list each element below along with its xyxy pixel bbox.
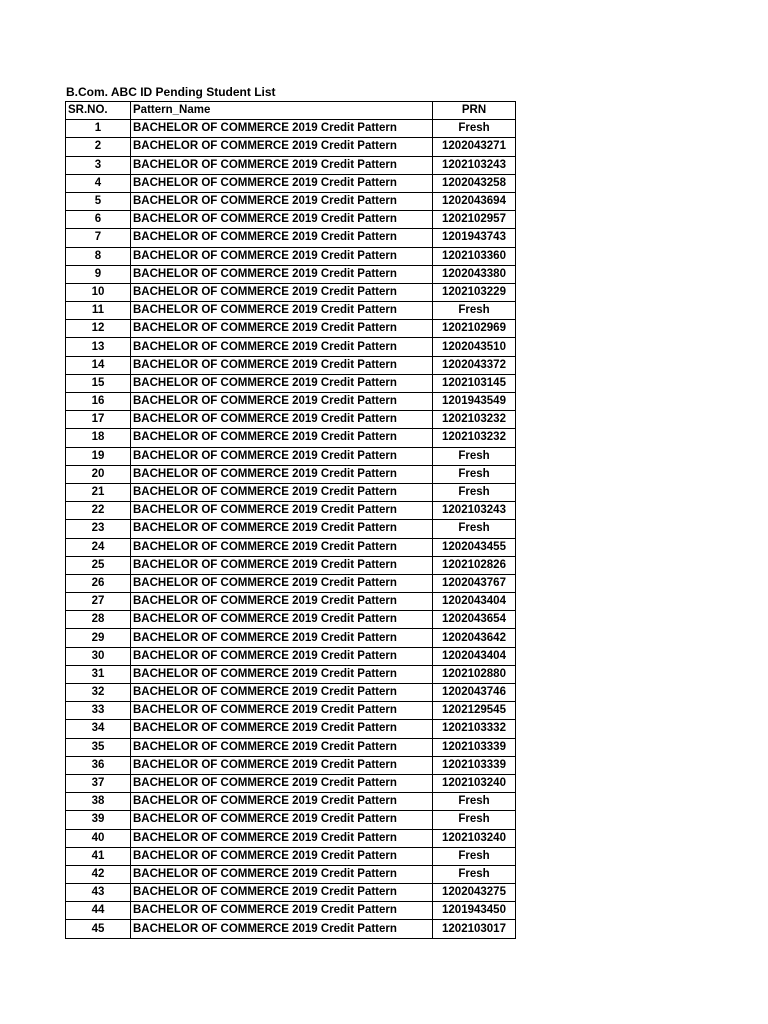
- prn-cell: 1202103360: [433, 247, 516, 265]
- prn-cell: 1202103017: [433, 920, 516, 938]
- prn-cell: 1202043642: [433, 629, 516, 647]
- table-header: [66, 102, 516, 120]
- table-row: [66, 829, 516, 847]
- pattern-name-cell: BACHELOR OF COMMERCE 2019 Credit Pattern: [131, 902, 433, 920]
- prn-cell: 1202043694: [433, 192, 516, 210]
- table-row: [66, 720, 516, 738]
- table-row: [66, 793, 516, 811]
- sr-no-cell: 9: [66, 265, 131, 283]
- pattern-name-cell: BACHELOR OF COMMERCE 2019 Credit Pattern: [131, 447, 433, 465]
- prn-cell: 1202102969: [433, 320, 516, 338]
- table-row: [66, 174, 516, 192]
- sr-no-cell: 12: [66, 320, 131, 338]
- table-row: [66, 247, 516, 265]
- table-row: [66, 756, 516, 774]
- pattern-name-cell: BACHELOR OF COMMERCE 2019 Credit Pattern: [131, 411, 433, 429]
- prn-cell: 1202043258: [433, 174, 516, 192]
- prn-cell: 1202043275: [433, 884, 516, 902]
- prn-cell: 1202102880: [433, 665, 516, 683]
- pattern-name-cell: BACHELOR OF COMMERCE 2019 Credit Pattern: [131, 684, 433, 702]
- prn-cell: 1202043271: [433, 138, 516, 156]
- table-body: [66, 120, 516, 938]
- sr-no-cell: 20: [66, 465, 131, 483]
- sr-no-cell: 31: [66, 665, 131, 683]
- document-title: B.Com. ABC ID Pending Student List: [66, 85, 276, 99]
- table-row: [66, 429, 516, 447]
- table-row: [66, 374, 516, 392]
- table-row: [66, 574, 516, 592]
- table-row: [66, 920, 516, 938]
- sr-no-cell: 26: [66, 574, 131, 592]
- pattern-name-cell: BACHELOR OF COMMERCE 2019 Credit Pattern: [131, 920, 433, 938]
- table-row: [66, 302, 516, 320]
- prn-cell: 1202043404: [433, 593, 516, 611]
- pattern-name-cell: BACHELOR OF COMMERCE 2019 Credit Pattern: [131, 174, 433, 192]
- prn-cell: Fresh: [433, 847, 516, 865]
- pattern-name-cell: BACHELOR OF COMMERCE 2019 Credit Pattern: [131, 811, 433, 829]
- prn-cell: 1202103339: [433, 738, 516, 756]
- sr-no-cell: 10: [66, 283, 131, 301]
- pattern-name-cell: BACHELOR OF COMMERCE 2019 Credit Pattern: [131, 556, 433, 574]
- prn-cell: Fresh: [433, 302, 516, 320]
- sr-no-cell: 36: [66, 756, 131, 774]
- sr-no-cell: 21: [66, 483, 131, 501]
- prn-cell: Fresh: [433, 483, 516, 501]
- prn-cell: 1202043380: [433, 265, 516, 283]
- prn-cell: 1201943450: [433, 902, 516, 920]
- table-row: [66, 811, 516, 829]
- sr-no-cell: 39: [66, 811, 131, 829]
- table-row: [66, 684, 516, 702]
- sr-no-cell: 5: [66, 192, 131, 210]
- prn-cell: 1202043510: [433, 338, 516, 356]
- sr-no-cell: 17: [66, 411, 131, 429]
- sr-no-cell: 29: [66, 629, 131, 647]
- sr-no-cell: 24: [66, 538, 131, 556]
- table-row: [66, 483, 516, 501]
- pattern-name-cell: BACHELOR OF COMMERCE 2019 Credit Pattern: [131, 647, 433, 665]
- prn-cell: 1202043372: [433, 356, 516, 374]
- pattern-name-cell: BACHELOR OF COMMERCE 2019 Credit Pattern: [131, 774, 433, 792]
- prn-cell: 1202043455: [433, 538, 516, 556]
- prn-cell: 1202103232: [433, 411, 516, 429]
- table-row: [66, 156, 516, 174]
- pattern-name-cell: BACHELOR OF COMMERCE 2019 Credit Pattern: [131, 229, 433, 247]
- table-row: [66, 356, 516, 374]
- pattern-name-cell: BACHELOR OF COMMERCE 2019 Credit Pattern: [131, 156, 433, 174]
- table-row: [66, 538, 516, 556]
- table-row: [66, 211, 516, 229]
- table-row: [66, 447, 516, 465]
- table-row: [66, 338, 516, 356]
- prn-cell: 1202043654: [433, 611, 516, 629]
- sr-no-cell: 22: [66, 502, 131, 520]
- pattern-name-cell: BACHELOR OF COMMERCE 2019 Credit Pattern: [131, 429, 433, 447]
- pattern-name-cell: BACHELOR OF COMMERCE 2019 Credit Pattern: [131, 483, 433, 501]
- pattern-name-cell: BACHELOR OF COMMERCE 2019 Credit Pattern: [131, 793, 433, 811]
- prn-cell: 1201943743: [433, 229, 516, 247]
- prn-cell: 1202043746: [433, 684, 516, 702]
- sr-no-cell: 1: [66, 120, 131, 138]
- pattern-name-cell: BACHELOR OF COMMERCE 2019 Credit Pattern: [131, 120, 433, 138]
- pattern-name-cell: BACHELOR OF COMMERCE 2019 Credit Pattern: [131, 393, 433, 411]
- pattern-name-cell: BACHELOR OF COMMERCE 2019 Credit Pattern: [131, 465, 433, 483]
- table-row: [66, 774, 516, 792]
- table-row: [66, 465, 516, 483]
- table-row: [66, 593, 516, 611]
- sr-no-cell: 14: [66, 356, 131, 374]
- sr-no-cell: 45: [66, 920, 131, 938]
- sr-no-cell: 35: [66, 738, 131, 756]
- pattern-name-cell: BACHELOR OF COMMERCE 2019 Credit Pattern: [131, 665, 433, 683]
- header-row: [66, 102, 516, 120]
- prn-cell: 1202103243: [433, 156, 516, 174]
- sr-no-cell: 43: [66, 884, 131, 902]
- pattern-name-cell: BACHELOR OF COMMERCE 2019 Credit Pattern: [131, 738, 433, 756]
- column-header-prn: PRN: [433, 102, 516, 120]
- sr-no-cell: 41: [66, 847, 131, 865]
- pattern-name-cell: BACHELOR OF COMMERCE 2019 Credit Pattern: [131, 502, 433, 520]
- prn-cell: Fresh: [433, 465, 516, 483]
- table-row: [66, 192, 516, 210]
- sr-no-cell: 27: [66, 593, 131, 611]
- sr-no-cell: 23: [66, 520, 131, 538]
- sr-no-cell: 33: [66, 702, 131, 720]
- sr-no-cell: 25: [66, 556, 131, 574]
- sr-no-cell: 18: [66, 429, 131, 447]
- prn-cell: 1202103332: [433, 720, 516, 738]
- pattern-name-cell: BACHELOR OF COMMERCE 2019 Credit Pattern: [131, 611, 433, 629]
- prn-cell: Fresh: [433, 120, 516, 138]
- table-row: [66, 229, 516, 247]
- prn-cell: 1202103145: [433, 374, 516, 392]
- table-row: [66, 702, 516, 720]
- pattern-name-cell: BACHELOR OF COMMERCE 2019 Credit Pattern: [131, 247, 433, 265]
- table-row: [66, 502, 516, 520]
- table-row: [66, 902, 516, 920]
- pattern-name-cell: BACHELOR OF COMMERCE 2019 Credit Pattern: [131, 574, 433, 592]
- sr-no-cell: 11: [66, 302, 131, 320]
- pattern-name-cell: BACHELOR OF COMMERCE 2019 Credit Pattern: [131, 283, 433, 301]
- pattern-name-cell: BACHELOR OF COMMERCE 2019 Credit Pattern: [131, 211, 433, 229]
- pattern-name-cell: BACHELOR OF COMMERCE 2019 Credit Pattern: [131, 756, 433, 774]
- sr-no-cell: 13: [66, 338, 131, 356]
- pattern-name-cell: BACHELOR OF COMMERCE 2019 Credit Pattern: [131, 302, 433, 320]
- pattern-name-cell: BACHELOR OF COMMERCE 2019 Credit Pattern: [131, 884, 433, 902]
- pattern-name-cell: BACHELOR OF COMMERCE 2019 Credit Pattern: [131, 538, 433, 556]
- pattern-name-cell: BACHELOR OF COMMERCE 2019 Credit Pattern: [131, 829, 433, 847]
- sr-no-cell: 40: [66, 829, 131, 847]
- prn-cell: Fresh: [433, 447, 516, 465]
- table-row: [66, 611, 516, 629]
- table-row: [66, 738, 516, 756]
- sr-no-cell: 28: [66, 611, 131, 629]
- prn-cell: 1202043767: [433, 574, 516, 592]
- pattern-name-cell: BACHELOR OF COMMERCE 2019 Credit Pattern: [131, 138, 433, 156]
- sr-no-cell: 4: [66, 174, 131, 192]
- table-row: [66, 629, 516, 647]
- table-row: [66, 865, 516, 883]
- sr-no-cell: 15: [66, 374, 131, 392]
- pattern-name-cell: BACHELOR OF COMMERCE 2019 Credit Pattern: [131, 593, 433, 611]
- pattern-name-cell: BACHELOR OF COMMERCE 2019 Credit Pattern: [131, 865, 433, 883]
- sr-no-cell: 6: [66, 211, 131, 229]
- pattern-name-cell: BACHELOR OF COMMERCE 2019 Credit Pattern: [131, 847, 433, 865]
- prn-cell: Fresh: [433, 793, 516, 811]
- sr-no-cell: 7: [66, 229, 131, 247]
- pattern-name-cell: BACHELOR OF COMMERCE 2019 Credit Pattern: [131, 192, 433, 210]
- prn-cell: 1202103232: [433, 429, 516, 447]
- prn-cell: 1202102957: [433, 211, 516, 229]
- table-row: [66, 884, 516, 902]
- pattern-name-cell: BACHELOR OF COMMERCE 2019 Credit Pattern: [131, 520, 433, 538]
- table-row: [66, 847, 516, 865]
- sr-no-cell: 19: [66, 447, 131, 465]
- table-row: [66, 647, 516, 665]
- table-row: [66, 665, 516, 683]
- sr-no-cell: 2: [66, 138, 131, 156]
- sr-no-cell: 16: [66, 393, 131, 411]
- prn-cell: 1202102826: [433, 556, 516, 574]
- prn-cell: 1202103243: [433, 502, 516, 520]
- prn-cell: 1201943549: [433, 393, 516, 411]
- column-header-pattern-name: Pattern_Name: [131, 102, 433, 120]
- pattern-name-cell: BACHELOR OF COMMERCE 2019 Credit Pattern: [131, 702, 433, 720]
- pattern-name-cell: BACHELOR OF COMMERCE 2019 Credit Pattern: [131, 356, 433, 374]
- sr-no-cell: 8: [66, 247, 131, 265]
- sr-no-cell: 3: [66, 156, 131, 174]
- prn-cell: Fresh: [433, 811, 516, 829]
- prn-cell: 1202103240: [433, 829, 516, 847]
- pattern-name-cell: BACHELOR OF COMMERCE 2019 Credit Pattern: [131, 629, 433, 647]
- sr-no-cell: 38: [66, 793, 131, 811]
- sr-no-cell: 37: [66, 774, 131, 792]
- prn-cell: 1202129545: [433, 702, 516, 720]
- sr-no-cell: 34: [66, 720, 131, 738]
- table-row: [66, 283, 516, 301]
- prn-cell: 1202103339: [433, 756, 516, 774]
- table-row: [66, 138, 516, 156]
- pattern-name-cell: BACHELOR OF COMMERCE 2019 Credit Pattern: [131, 265, 433, 283]
- table-row: [66, 393, 516, 411]
- sr-no-cell: 42: [66, 865, 131, 883]
- prn-cell: Fresh: [433, 520, 516, 538]
- pattern-name-cell: BACHELOR OF COMMERCE 2019 Credit Pattern: [131, 338, 433, 356]
- prn-cell: 1202103240: [433, 774, 516, 792]
- sr-no-cell: 30: [66, 647, 131, 665]
- pattern-name-cell: BACHELOR OF COMMERCE 2019 Credit Pattern: [131, 720, 433, 738]
- table-row: [66, 265, 516, 283]
- table-row: [66, 520, 516, 538]
- table-row: [66, 320, 516, 338]
- column-header-sr-no: SR.NO.: [66, 102, 131, 120]
- prn-cell: Fresh: [433, 865, 516, 883]
- sr-no-cell: 32: [66, 684, 131, 702]
- prn-cell: 1202103229: [433, 283, 516, 301]
- pattern-name-cell: BACHELOR OF COMMERCE 2019 Credit Pattern: [131, 374, 433, 392]
- pattern-name-cell: BACHELOR OF COMMERCE 2019 Credit Pattern: [131, 320, 433, 338]
- student-table: [65, 101, 516, 939]
- sr-no-cell: 44: [66, 902, 131, 920]
- table-row: [66, 411, 516, 429]
- table-row: [66, 120, 516, 138]
- table-row: [66, 556, 516, 574]
- prn-cell: 1202043404: [433, 647, 516, 665]
